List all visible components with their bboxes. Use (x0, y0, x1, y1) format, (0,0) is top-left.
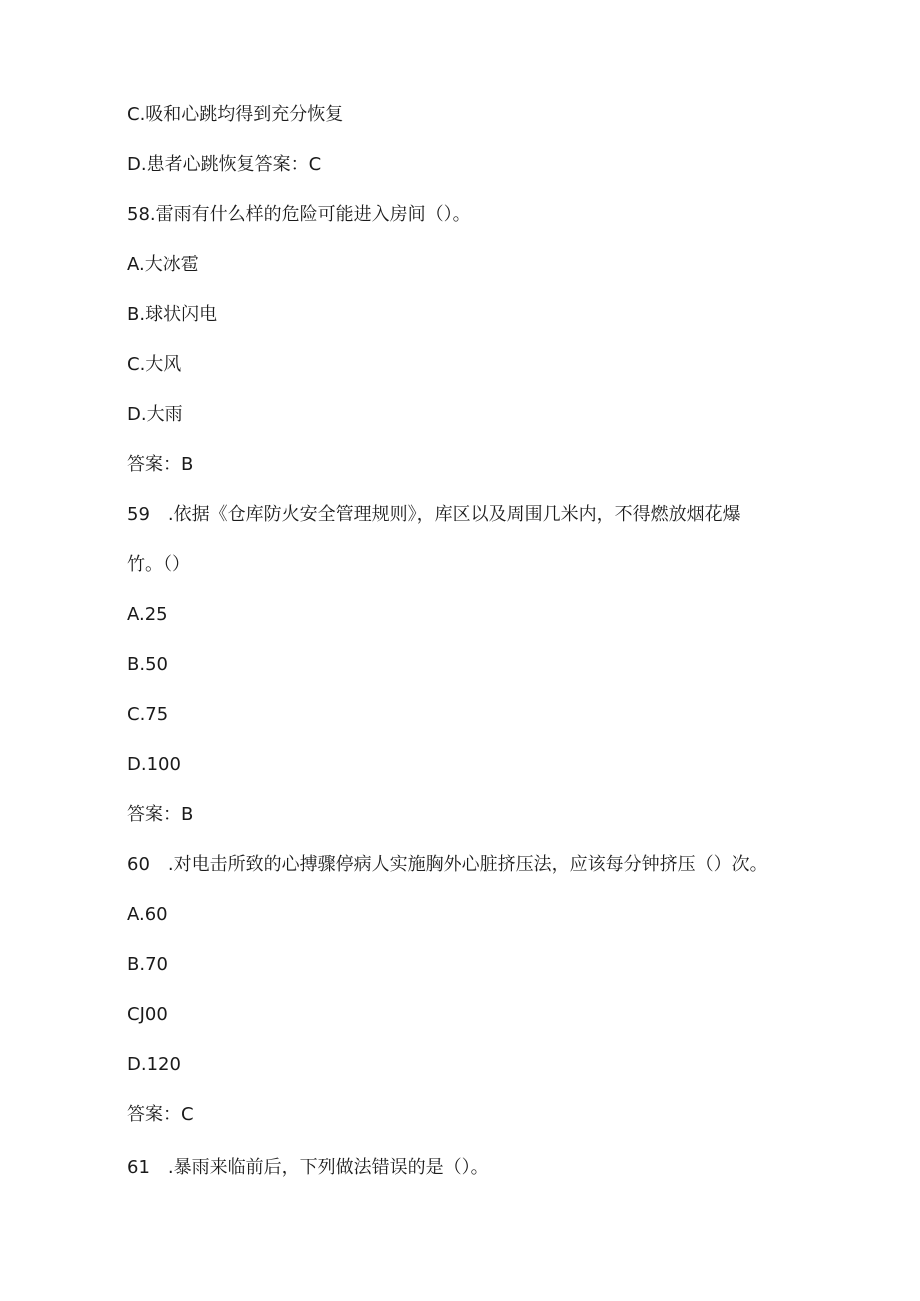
option-d-answer-q57: D.患者心跳恢复答案：C (127, 154, 322, 175)
option-c-q59: C.75 (127, 704, 169, 725)
option-a-q59: A.25 (127, 604, 168, 625)
option-c-q60: CJ00 (127, 1004, 168, 1025)
option-b-q59: B.50 (127, 654, 168, 675)
question-60: 60 .对电击所致的心搏骤停病人实施胸外心脏挤压法，应该每分钟挤压（）次。 (127, 854, 768, 875)
option-b-q60: B.70 (127, 954, 168, 975)
question-61: 61 .暴雨来临前后，下列做法错误的是（）。 (127, 1157, 489, 1178)
answer-q58: 答案：B (127, 454, 194, 475)
question-59-continued: 竹。（） (127, 554, 190, 575)
question-59: 59 .依据《仓库防火安全管理规则》，库区以及周围几米内，不得燃放烟花爆 (127, 504, 741, 525)
option-a-q60: A.60 (127, 904, 168, 925)
option-d-q60: D.120 (127, 1054, 181, 1075)
option-c-q57: C.吸和心跳均得到充分恢复 (127, 104, 344, 125)
option-d-q58: D.大雨 (127, 404, 183, 425)
answer-q59: 答案：B (127, 804, 194, 825)
option-d-q59: D.100 (127, 754, 181, 775)
option-a-q58: A.大冰雹 (127, 254, 199, 275)
option-b-q58: B.球状闪电 (127, 304, 218, 325)
question-58: 58.雷雨有什么样的危险可能进入房间（）。 (127, 204, 471, 225)
option-c-q58: C.大风 (127, 354, 182, 375)
answer-q60: 答案：C (127, 1104, 194, 1125)
